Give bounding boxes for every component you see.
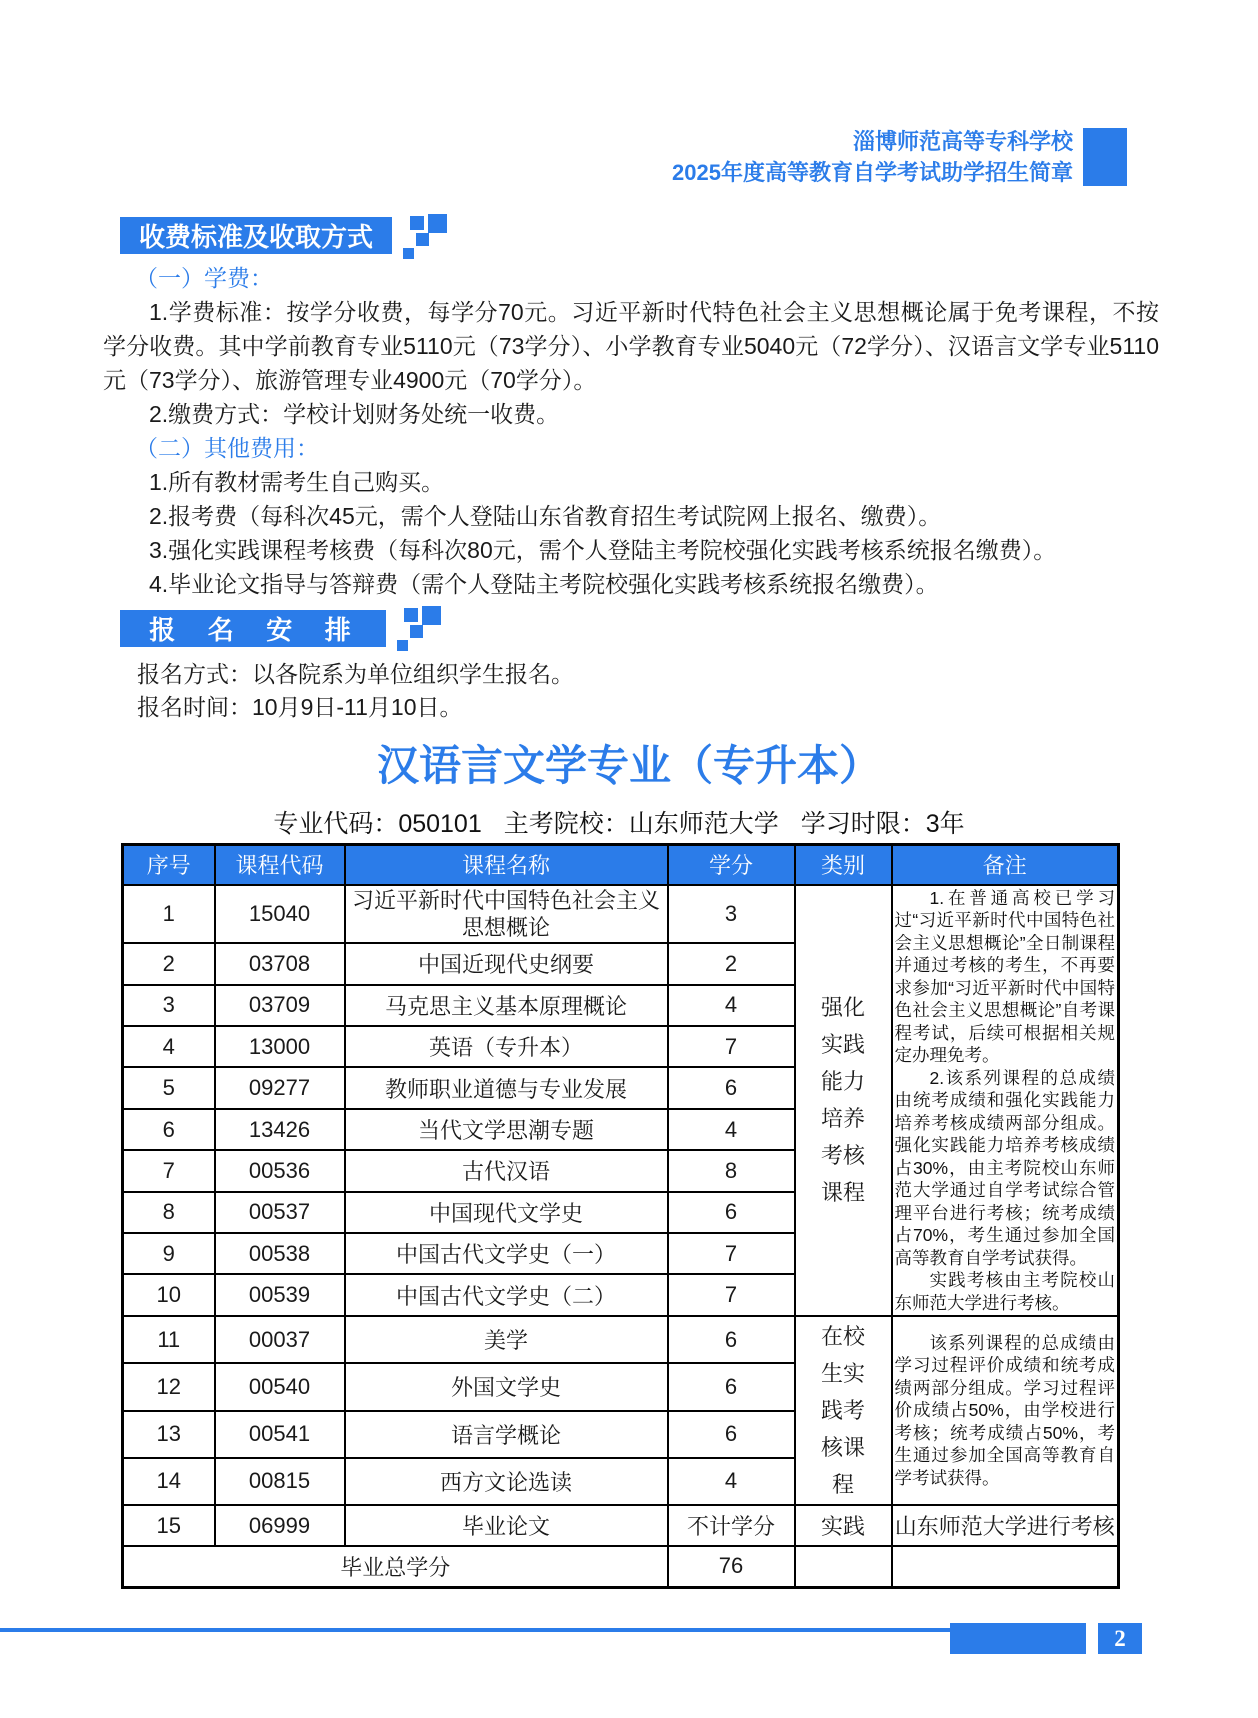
course-code: 00037 xyxy=(215,1316,345,1363)
major-host-school: 主考院校：山东师范大学 xyxy=(503,810,779,838)
fees-paragraph-standard: 1.学费标准：按学分收费，每学分70元。习近平新时代特色社会主义思想概论属于免考课程，不按学分收费。其中学前教育专业5110元（73学分）、小学教育专业5040元（72学分）、汉语言文学专业5110元（73学分）、旅游管理专业4900元（70学分）。 xyxy=(103,299,1159,393)
course-code: 00815 xyxy=(215,1458,345,1505)
checker-square xyxy=(403,248,414,259)
course-no: 2 xyxy=(123,943,215,984)
checker-square xyxy=(410,216,424,230)
course-name: 中国近现代史纲要 xyxy=(345,943,668,984)
course-credits: 2 xyxy=(668,943,795,984)
course-no: 3 xyxy=(123,985,215,1026)
table-row xyxy=(123,1505,1119,1546)
course-code: 15040 xyxy=(215,885,345,944)
fees-body xyxy=(103,261,1159,601)
course-category: 实践 xyxy=(795,1505,892,1546)
course-code: 00536 xyxy=(215,1150,345,1191)
total-credits-label: 毕业总学分 xyxy=(123,1546,668,1587)
course-code: 06999 xyxy=(215,1505,345,1546)
course-no: 13 xyxy=(123,1411,215,1458)
note-group2-cell xyxy=(892,1316,1119,1505)
course-credits: 6 xyxy=(668,1192,795,1233)
course-code: 00537 xyxy=(215,1192,345,1233)
course-name: 英语（专升本） xyxy=(345,1026,668,1067)
course-code: 00540 xyxy=(215,1363,345,1410)
page-number-badge xyxy=(1098,1623,1142,1654)
section-header-registration xyxy=(120,610,386,647)
course-name: 当代文学思潮专题 xyxy=(345,1109,668,1150)
fees-item-thesis-fee: 4.毕业论文指导与答辩费（需个人登陆主考院校强化实践考核系统报名缴费）。 xyxy=(149,571,939,597)
course-name: 外国文学史 xyxy=(345,1363,668,1410)
section-header-fees-label: 收费标准及收取方式 xyxy=(138,223,373,252)
course-credits: 4 xyxy=(668,1109,795,1150)
registration-body xyxy=(137,658,574,724)
course-no: 6 xyxy=(123,1109,215,1150)
course-name: 西方文论选读 xyxy=(345,1458,668,1505)
course-code: 00541 xyxy=(215,1411,345,1458)
fees-paragraph-payment: 2.缴费方式：学校计划财务处统一收费。 xyxy=(149,401,560,427)
course-name: 马克思主义基本原理概论 xyxy=(345,985,668,1026)
major-duration: 学习时限：3年 xyxy=(800,810,965,838)
course-no: 8 xyxy=(123,1192,215,1233)
course-note: 山东师范大学进行考核 xyxy=(892,1505,1119,1546)
course-credits: 6 xyxy=(668,1067,795,1108)
course-no: 12 xyxy=(123,1363,215,1410)
checker-square xyxy=(397,640,408,651)
course-name: 毕业论文 xyxy=(345,1505,668,1546)
course-table xyxy=(121,843,1120,1589)
course-no: 14 xyxy=(123,1458,215,1505)
course-name: 古代汉语 xyxy=(345,1150,668,1191)
course-credits: 6 xyxy=(668,1316,795,1363)
course-credits: 不计学分 xyxy=(668,1505,795,1546)
document-header xyxy=(672,126,1127,188)
total-credits-value: 76 xyxy=(668,1546,795,1587)
school-name: 淄博师范高等专科学校 xyxy=(852,129,1073,154)
course-credits: 7 xyxy=(668,1026,795,1067)
section-header-fees xyxy=(120,217,392,254)
category-group1-cell xyxy=(795,885,892,1317)
course-code: 03708 xyxy=(215,943,345,984)
table-row xyxy=(123,885,1119,944)
course-credits: 7 xyxy=(668,1274,795,1316)
note-group1-paragraph2: 2.该系列课程的总成绩由统考成绩和强化实践能力培养考核成绩两部分组成。强化实践能力培养考核成绩占30%，由主考院校山东师范大学通过自学考试综合管理平台进行考核；统考成绩占70%，考生通过参加全国高等教育自学考试获得。 xyxy=(894,1067,1115,1268)
course-credits: 3 xyxy=(668,885,795,944)
checker-square xyxy=(416,233,429,246)
table-row xyxy=(123,1316,1119,1363)
col-header-code: 课程代码 xyxy=(215,845,345,885)
fees-item-textbooks: 1.所有教材需考生自己购买。 xyxy=(149,469,445,495)
course-name: 语言学概论 xyxy=(345,1411,668,1458)
registration-time: 报名时间：10月9日-11月10日。 xyxy=(137,694,463,720)
col-header-note: 备注 xyxy=(892,845,1119,885)
course-code: 00538 xyxy=(215,1233,345,1274)
checker-square xyxy=(404,608,418,622)
checker-square xyxy=(422,606,441,625)
course-code: 13000 xyxy=(215,1026,345,1067)
course-name: 美学 xyxy=(345,1316,668,1363)
fees-item-exam-fee: 2.报考费（每科次45元，需个人登陆山东省教育招生考试院网上报名、缴费）。 xyxy=(149,503,942,529)
fees-subhead-tuition: （一）学费： xyxy=(135,265,273,291)
course-credits: 4 xyxy=(668,985,795,1026)
major-title: 汉语言文学专业（专升本） xyxy=(376,744,881,790)
checker-decoration xyxy=(392,606,448,658)
course-name: 中国古代文学史（二） xyxy=(345,1274,668,1316)
col-header-credits: 学分 xyxy=(668,845,795,885)
course-no: 11 xyxy=(123,1316,215,1363)
section-header-registration-label: 报 名 安 排 xyxy=(149,616,357,645)
col-header-name: 课程名称 xyxy=(345,845,668,885)
course-code: 03709 xyxy=(215,985,345,1026)
major-code-line xyxy=(121,804,1117,840)
table-header-row xyxy=(123,845,1119,885)
course-name: 中国古代文学史（一） xyxy=(345,1233,668,1274)
checker-square xyxy=(410,625,423,638)
course-code: 00539 xyxy=(215,1274,345,1316)
course-no: 1 xyxy=(123,885,215,944)
footer-accent-bar xyxy=(950,1623,1086,1654)
course-credits: 7 xyxy=(668,1233,795,1274)
note-group1-cell xyxy=(892,885,1119,1317)
course-code: 13426 xyxy=(215,1109,345,1150)
registration-method: 报名方式：以各院系为单位组织学生报名。 xyxy=(137,661,574,687)
table-total-row xyxy=(123,1546,1119,1587)
major-code: 专业代码：050101 xyxy=(273,810,482,838)
col-header-category: 类别 xyxy=(795,845,892,885)
course-no: 15 xyxy=(123,1505,215,1546)
category-group2-label: 在校生实践考核课程 xyxy=(821,1324,866,1497)
doc-subtitle: 2025年度高等教育自学考试助学招生简章 xyxy=(672,160,1073,185)
course-no: 5 xyxy=(123,1067,215,1108)
category-group2-cell xyxy=(795,1316,892,1505)
course-name: 习近平新时代中国特色社会主义思想概论 xyxy=(345,885,668,944)
course-credits: 6 xyxy=(668,1363,795,1410)
footer-rule xyxy=(0,1628,952,1632)
course-name: 教师职业道德与专业发展 xyxy=(345,1067,668,1108)
course-no: 7 xyxy=(123,1150,215,1191)
col-header-no: 序号 xyxy=(123,845,215,885)
course-credits: 8 xyxy=(668,1150,795,1191)
course-no: 4 xyxy=(123,1026,215,1067)
checker-square xyxy=(428,214,447,233)
course-no: 9 xyxy=(123,1233,215,1274)
course-credits: 4 xyxy=(668,1458,795,1505)
checker-decoration xyxy=(398,214,454,266)
note-group2-paragraph: 该系列课程的总成绩由学习过程评价成绩和统考成绩两部分组成。学习过程评价成绩占50%，由学校进行考核；统考成绩占50%，考生通过参加全国高等教育自学考试获得。 xyxy=(894,1332,1115,1488)
course-name: 中国现代文学史 xyxy=(345,1192,668,1233)
page-number: 2 xyxy=(1114,1625,1126,1651)
course-code: 09277 xyxy=(215,1067,345,1108)
header-square-decoration xyxy=(1083,128,1127,186)
fees-subhead-other: （二）其他费用： xyxy=(135,435,319,461)
course-no: 10 xyxy=(123,1274,215,1316)
fees-item-practice-fee: 3.强化实践课程考核费（每科次80元，需个人登陆主考院校强化实践考核系统报名缴费）。 xyxy=(149,537,1057,563)
note-group1-paragraph1: 1.在普通高校已学习过“习近平新时代中国特色社会主义思想概论”全日制课程并通过考核的考生，不再要求参加“习近平新时代中国特色社会主义思想概论”自考课程考试，后续可根据相关规定办理免考。 xyxy=(894,887,1115,1065)
category-group1-label: 强化实践能力培养考核课程 xyxy=(821,995,866,1206)
total-row-empty-note xyxy=(892,1546,1119,1587)
total-row-empty-category xyxy=(795,1546,892,1587)
note-group1-paragraph3: 实践考核由主考院校山东师范大学进行考核。 xyxy=(894,1270,1115,1313)
course-credits: 6 xyxy=(668,1411,795,1458)
